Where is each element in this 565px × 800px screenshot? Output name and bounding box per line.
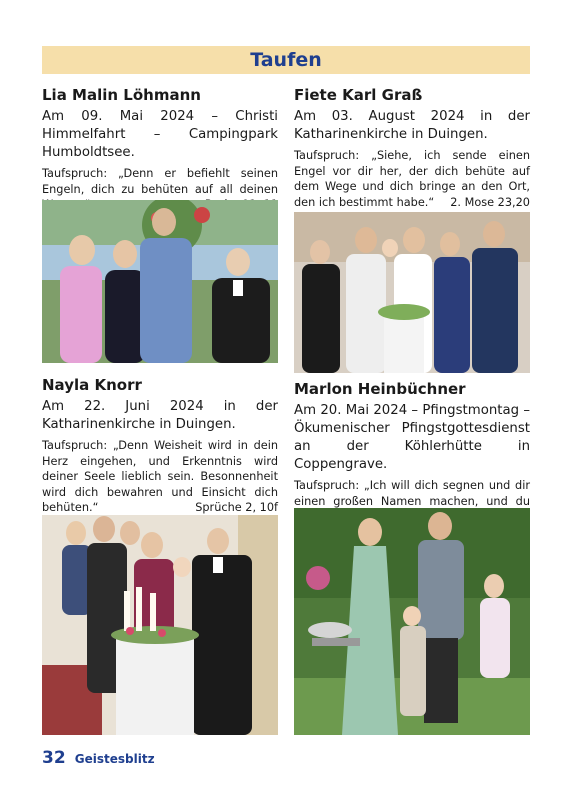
page-footer — [42, 748, 155, 768]
verse-text: Taufspruch: „Denn Weisheit wird in dein Herz eingehen, und Erkenntnis wird deiner Seele lieblich sein. Besonnenheit wird dich bewahren und Einsicht dich behüten.“ — [42, 439, 278, 514]
child-name: Marlon Heinbüchner — [294, 380, 466, 398]
magazine-name: Geistesblitz — [74, 752, 155, 766]
child-name: Fiete Karl Graß — [294, 86, 423, 104]
baptism-photo-forest — [294, 508, 530, 735]
baptism-event: Am 22. Juni 2024 in der Katharinenkirche in Duingen. — [42, 399, 278, 432]
baptism-entry — [42, 86, 278, 213]
baptism-photo-lake — [42, 200, 278, 363]
child-name: Nayla Knorr — [42, 376, 142, 394]
baptism-event: Am 03. August 2024 in der Katharinenkirche in Duingen. — [294, 109, 530, 142]
verse-reference: Sprüche 2, 10f — [195, 501, 278, 514]
baptism-photo-font — [42, 515, 278, 735]
verse-text: Taufspruch: „Siehe, ich sende einen Engel vor dir her, der dich behüte auf dem Wege und dich bringe an den Ort, den ich bestimmt habe.“ — [294, 149, 530, 209]
baptism-verse — [294, 148, 530, 210]
baptism-photo-church — [294, 212, 530, 373]
baptism-entry — [42, 376, 278, 516]
section-title: Taufen — [250, 49, 322, 71]
baptism-entry — [294, 380, 530, 525]
baptism-event: Am 20. Mai 2024 – Pfingstmontag – Ökumenischer Pfingstgottesdienst an der Köhlerhütte in Coppengrave. — [294, 403, 530, 472]
baptism-event: Am 09. Mai 2024 – Christi Himmelfahrt – Campingpark Humboldtsee. — [42, 109, 278, 160]
page-number: 32 — [42, 748, 66, 768]
verse-text: Taufspruch: „Ich will dich segnen und dir einen großen Namen machen, und du — [294, 479, 530, 508]
child-name: Lia Malin Löhmann — [42, 86, 201, 104]
section-banner — [42, 46, 530, 74]
baptism-verse — [42, 438, 278, 516]
verse-text: Taufspruch: „Denn er befiehlt seinen Engeln, dich zu behüten auf all deinen — [42, 167, 278, 196]
verse-reference: 2. Mose 23,20 — [450, 195, 530, 209]
baptism-entry — [294, 86, 530, 210]
